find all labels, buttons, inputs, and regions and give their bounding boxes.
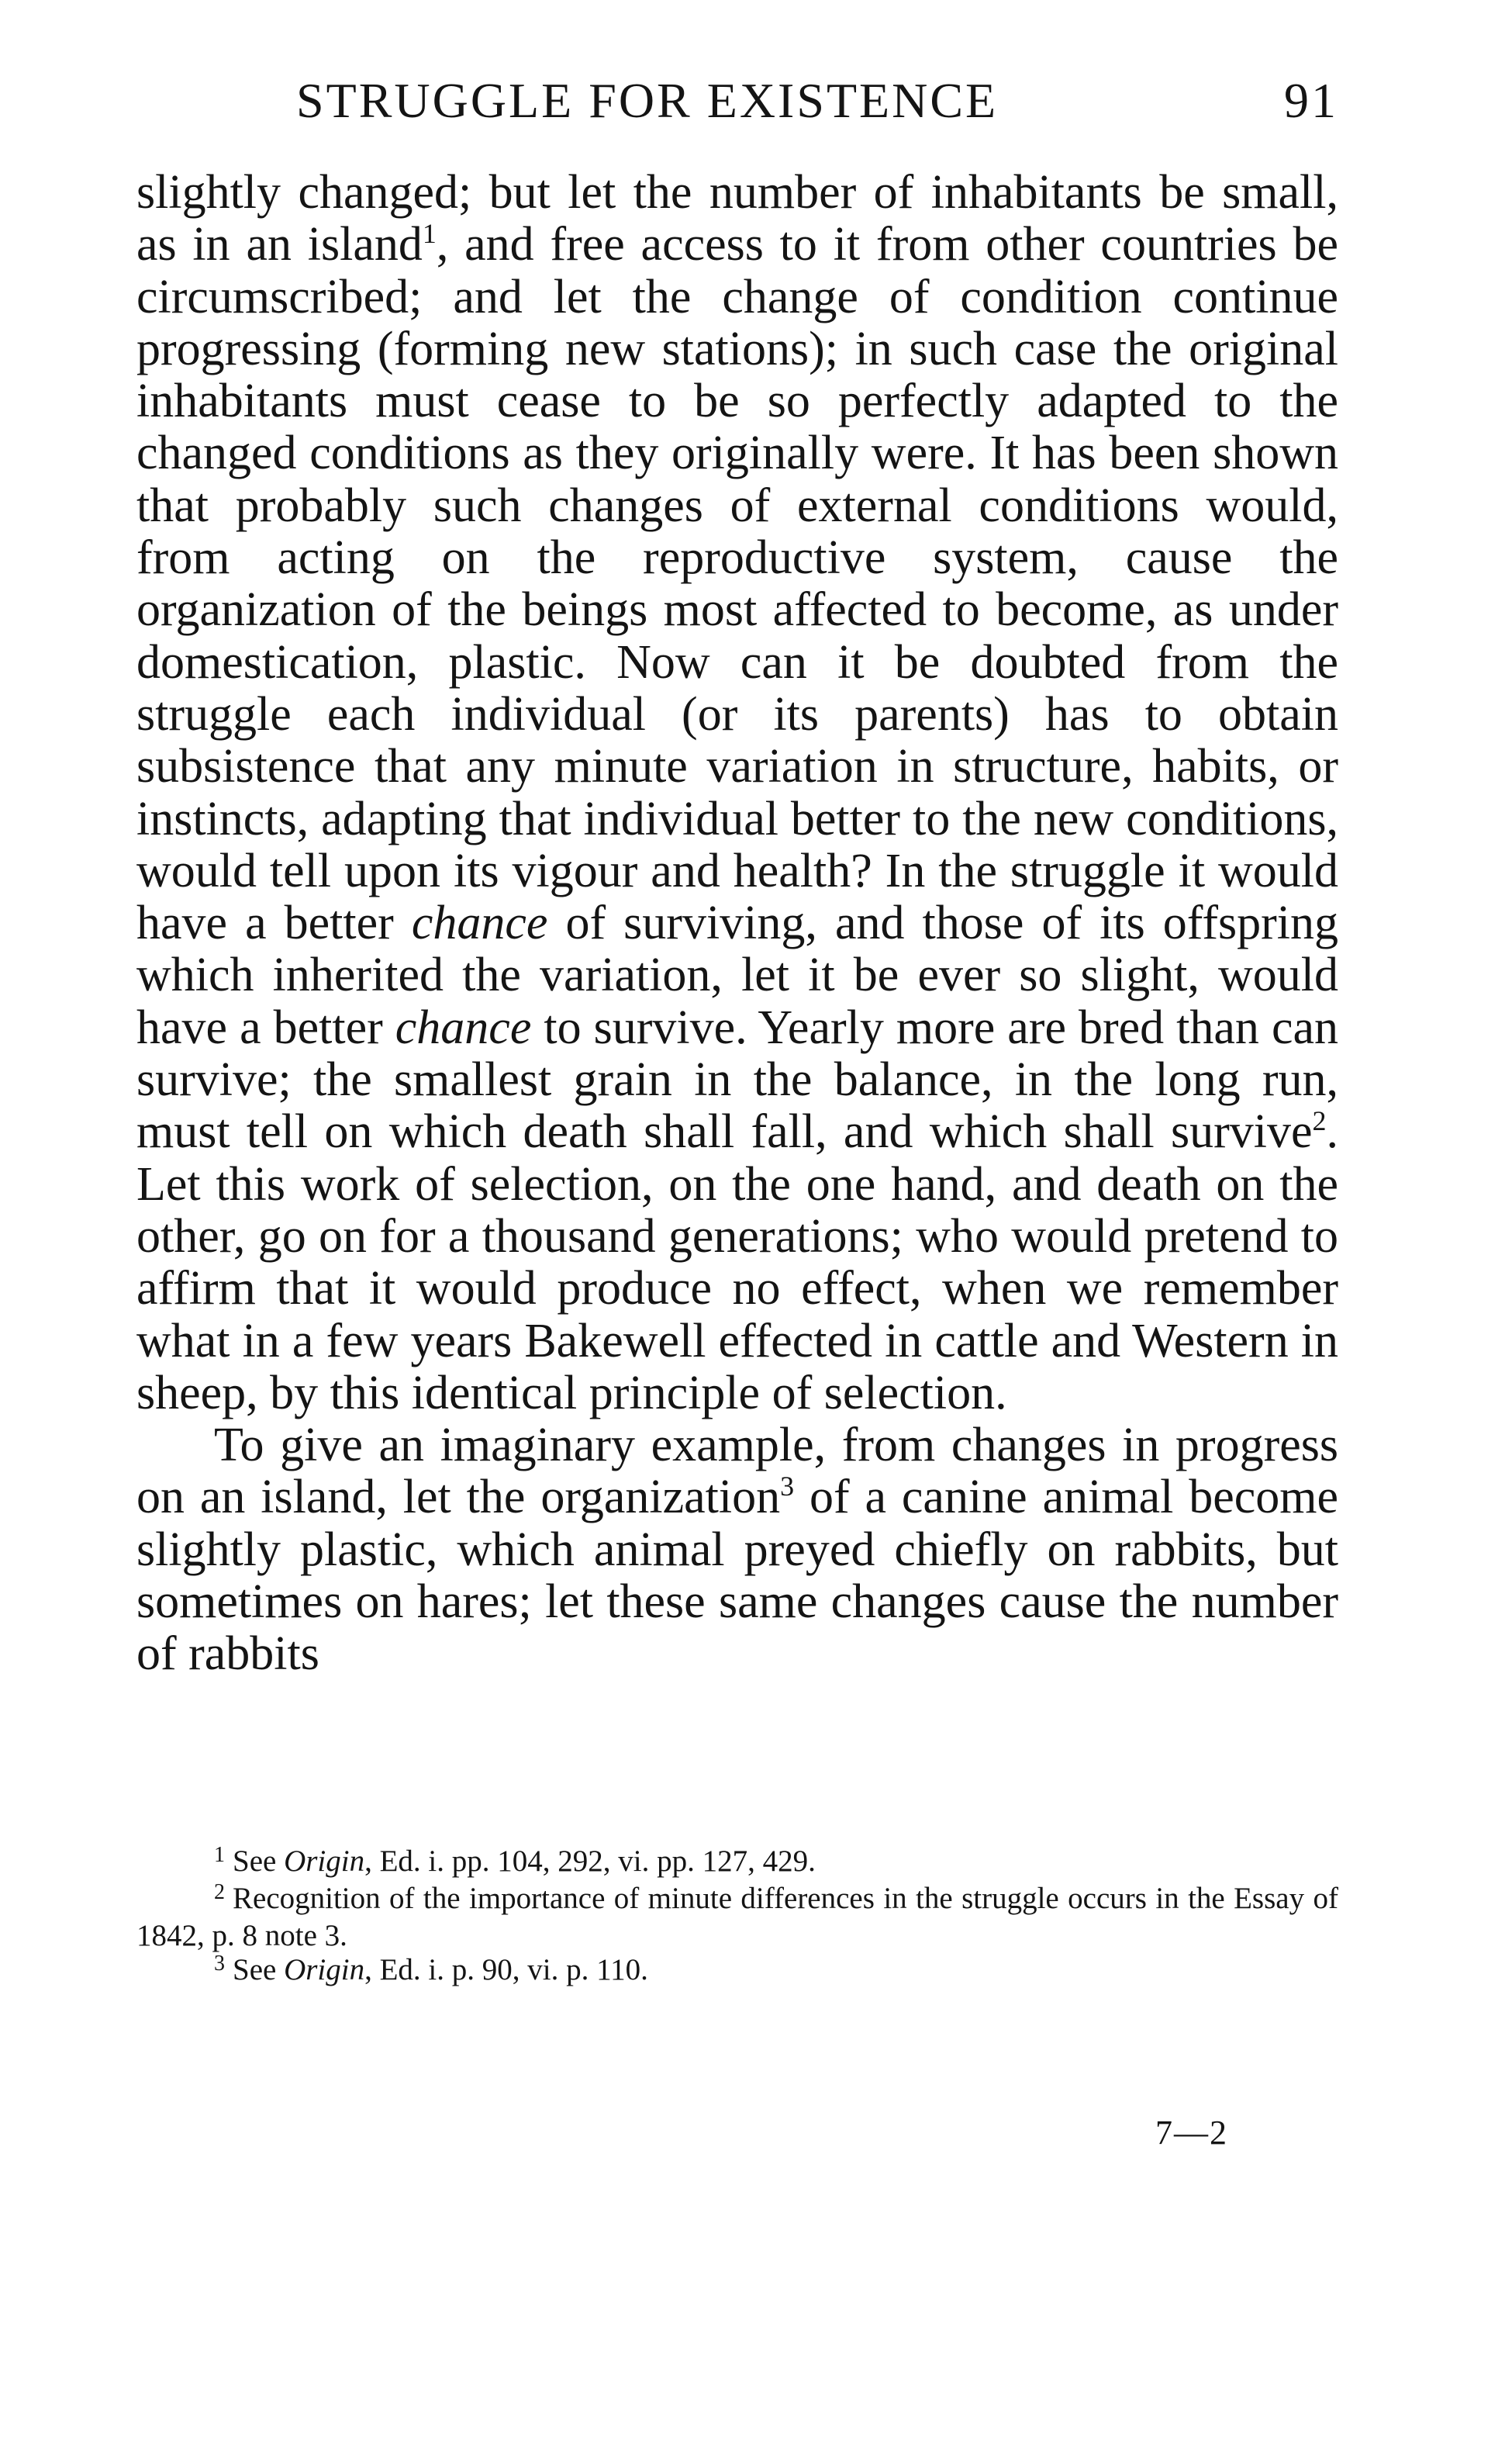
footnote-reference: 2 bbox=[1312, 1105, 1327, 1137]
footnote-text: See bbox=[233, 1953, 285, 1986]
italic-word: chance bbox=[395, 1001, 532, 1054]
text-run: slightly changed; but let the number of inhabitants be small, as in an island bbox=[136, 166, 1338, 271]
body-text bbox=[136, 167, 1338, 1681]
text-run: of surviving, and those of its offspring which inherited the variation, let it be ever so slight, would have a better bbox=[136, 897, 1338, 1054]
footnote-reference: 3 bbox=[780, 1471, 795, 1502]
text-run: . Let this work of selection, on the one hand, and death on the other, go on for a thousand generations; who would pretend to affirm that it would produce no effect, when we remember what in a few years Bakewell effected in cattle and Western in sheep, by this identical principle of selection. bbox=[136, 1105, 1338, 1419]
footnote-italic: Origin bbox=[284, 1844, 365, 1878]
text-run: To give an imaginary example, from changes in progress on an island, let the organization bbox=[136, 1419, 1338, 1524]
footnote bbox=[136, 1882, 1338, 1953]
footnote bbox=[136, 1953, 1338, 1990]
footnote-text: Recognition of the importance of minute differences in the struggle occurs in the Essay of 1842, p. 8 note 3. bbox=[136, 1882, 1338, 1952]
footnote-reference: 1 bbox=[422, 218, 437, 250]
footnotes-inner bbox=[136, 1844, 1338, 1990]
footnote-marker: 3 bbox=[214, 1952, 225, 1976]
footnote-text: , Ed. i. p. 90, vi. p. 110. bbox=[364, 1953, 648, 1986]
text-run: , and free access to it from other countries be circumscribed; and let the change of condition continue progressing (forming new stations); in such case the original inhabitants must cease to be so perfectly adapted to the changed conditions as they originally were. It has been shown that probably such changes of external conditions would, from acting on the reproductive system, cause the organization of the beings most affected to become, as under domestication, plastic. Now can it be doubted from the struggle each individual (or its parents) has to obtain subsistence that any minute variation in structure, habits, or instincts, adapting that individual better to the new conditions, would tell upon its vigour and health? In the struggle it would have a better bbox=[136, 218, 1338, 950]
paragraph bbox=[136, 1419, 1338, 1680]
footnote-marker: 2 bbox=[214, 1880, 225, 1904]
signature-mark: 7—2 bbox=[1155, 2114, 1228, 2152]
footnote-text: See bbox=[233, 1844, 285, 1878]
footnote-text: , Ed. i. pp. 104, 292, vi. pp. 127, 429. bbox=[364, 1844, 816, 1878]
running-title: STRUGGLE FOR EXISTENCE bbox=[296, 73, 999, 128]
page-number: 91 bbox=[1284, 73, 1338, 128]
footnote-marker: 1 bbox=[214, 1843, 225, 1867]
paragraph bbox=[136, 167, 1338, 1419]
footnote-italic: Origin bbox=[284, 1953, 365, 1986]
running-head bbox=[136, 68, 1338, 133]
footnote bbox=[136, 1844, 1338, 1882]
italic-word: chance bbox=[411, 897, 548, 950]
text-run: to survive. Yearly more are bred than can survive; the smallest grain in the balance, in the long run, must tell on which death shall fall, and which shall survive bbox=[136, 1001, 1338, 1159]
text-run: of a canine animal become slightly plastic, which animal preyed chiefly on rabbits, but sometimes on hares; let these same changes cause the number of rabbits bbox=[136, 1471, 1338, 1681]
